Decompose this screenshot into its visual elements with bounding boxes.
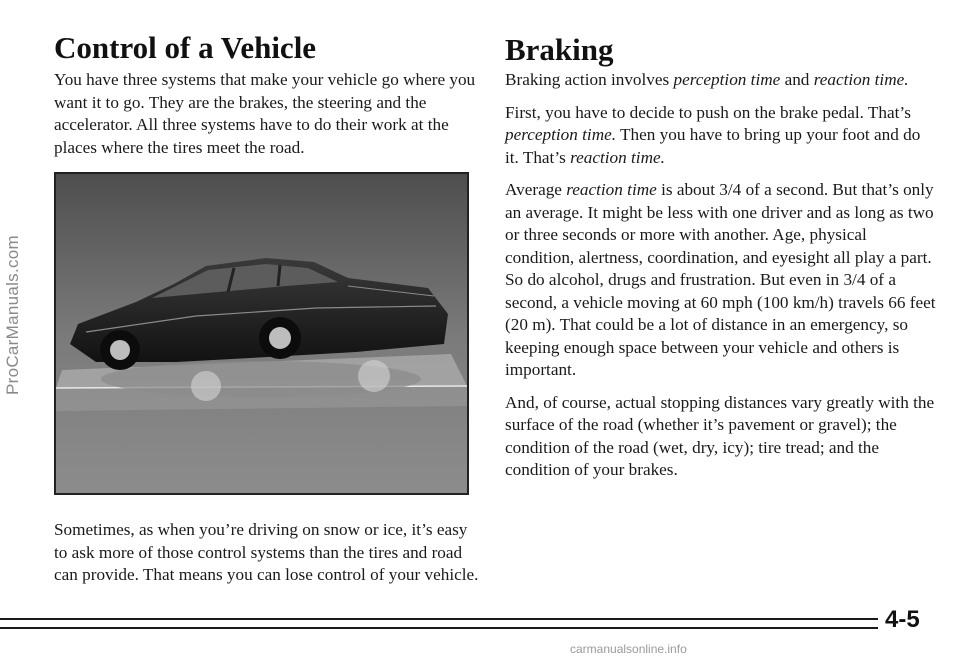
text-run: First, you have to decide to push on the brake pedal. That’s	[505, 102, 911, 122]
italic-term: reaction time.	[570, 147, 665, 167]
text-run: Braking action involves	[505, 70, 674, 89]
italic-term: perception time.	[505, 125, 617, 144]
section-heading-braking: Braking	[505, 32, 614, 67]
braking-paragraph-2	[505, 102, 937, 170]
italic-term: reaction time.	[813, 70, 909, 89]
side-watermark	[2, 170, 24, 460]
car-illustration-drawing	[56, 174, 467, 493]
italic-term: reaction time	[566, 180, 657, 199]
right-column	[505, 69, 937, 492]
left-column-top	[54, 69, 490, 169]
italic-term: perception time	[673, 70, 781, 89]
footer-rule-bottom	[0, 627, 878, 629]
left-column-bottom	[54, 519, 484, 597]
text-run: and	[780, 70, 814, 89]
intro-paragraph: You have three systems that make your vehicle go where you want it to go. They are the brakes, the steering and the accelerator. All three systems have to do their work at the places where the tires meet the road.	[54, 70, 476, 157]
braking-paragraph-4: And, of course, actual stopping distances vary greatly with the surface of the road (whether it’s pavement or gravel); the condition of the road (wet, dry, icy); tire tread; and the condition of your brakes.	[505, 392, 935, 479]
car-illustration	[54, 172, 469, 495]
closing-paragraph: Sometimes, as when you’re driving on snow or ice, it’s easy to ask more of those control systems than the tires and road can provide. That means you can lose control of your vehicle.	[54, 520, 479, 584]
braking-paragraph-3	[505, 179, 937, 382]
footer-rule-top	[0, 618, 878, 620]
text-run: Then you have to bring up your foot and do it. That’s	[505, 125, 921, 167]
section-heading-control: Control of a Vehicle	[54, 30, 317, 65]
footer-watermark: carmanualsonline.info	[570, 642, 687, 656]
page-number: 4-5	[885, 606, 920, 633]
side-watermark-text: ProCarManuals.com	[3, 234, 23, 396]
text-run: is about 3/4 of a second. But that’s only an average. It might be less with one driver and as long as two or three seconds or more with another. Age, physical condition, alertness, coordination, and eyesight all play a part. So do alcohol, drugs and frustration. But even in 3/4 of a second, a vehicle moving at 60 mph (100 km/h) travels 66 feet (20 m). That could be a lot of distance in an emergency, so keeping enough space between your vehicle and others is important.	[505, 180, 936, 379]
braking-paragraph-1	[505, 69, 937, 92]
text-run: Average	[505, 180, 567, 199]
